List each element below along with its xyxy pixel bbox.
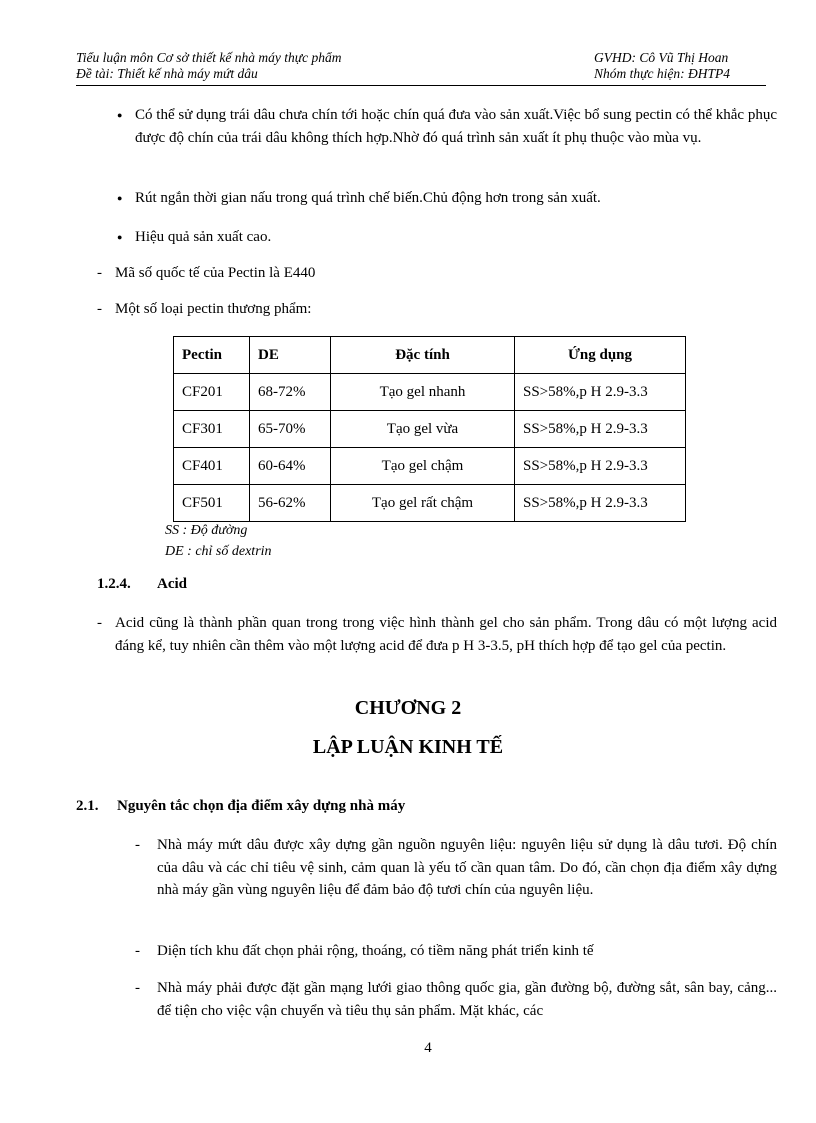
bullet-item-2: Rút ngắn thời gian nấu trong quá trình chế biến.Chủ động hơn trong sản xuất. [135, 190, 601, 206]
table-cell: Tạo gel vừa [331, 411, 515, 448]
dash-marker: - [97, 265, 102, 281]
header-topic: Đề tài: Thiết kế nhà máy mứt dâu [76, 66, 258, 81]
table-cell: SS>58%,p H 2.9-3.3 [515, 374, 686, 411]
table-cell: SS>58%,p H 2.9-3.3 [515, 448, 686, 485]
acid-paragraph: Acid cũng là thành phần quan trong trong việc hình thành gel cho sản phẩm. Trong dâu có một lượng acid đáng kể, tuy nhiên cần thêm vào một lượng acid để đưa p H 3-3.5, pH thích hợp để tạo gel của pectin. [115, 615, 777, 654]
table-row [174, 485, 686, 522]
table-cell: CF201 [174, 374, 250, 411]
table-cell: Tạo gel rất chậm [331, 485, 515, 522]
dash-marker: - [135, 980, 140, 996]
table-cell: SS>58%,p H 2.9-3.3 [515, 485, 686, 522]
bullet-item-3: Hiệu quả sản xuất cao. [135, 229, 272, 245]
table-cell: 60-64% [250, 448, 331, 485]
table-cell: CF401 [174, 448, 250, 485]
table-cell: 56-62% [250, 485, 331, 522]
table-row [174, 411, 686, 448]
dash-item-1: Mã số quốc tế của Pectin là E440 [115, 265, 316, 281]
table-cell: Tạo gel chậm [331, 448, 515, 485]
col-header-de: DE [250, 337, 331, 374]
table-header-row [174, 337, 686, 374]
bullet-dot-icon: ● [117, 110, 123, 120]
col-header-pectin: Pectin [174, 337, 250, 374]
dash-item-2: Một số loại pectin thương phẩm: [115, 301, 312, 317]
location-item-1: Nhà máy mứt dâu được xây dựng gần nguồn nguyên liệu: nguyên liệu sử dụng là dâu tươi. Độ chín của dâu và các chỉ tiêu vệ sinh, cảm quan là yếu tố cần quan tâm. Do đó, cần chọn địa điểm xây dựng nhà máy gần vùng nguyên liệu để đảm bảo độ tươi chín của nguyên liệu. [157, 837, 777, 898]
header-supervisor: GVHD: Cô Vũ Thị Hoan [594, 50, 729, 65]
header-divider [76, 85, 766, 86]
bullet-dot-icon: ● [117, 193, 123, 203]
col-header-property: Đặc tính [331, 337, 515, 374]
table-cell: CF501 [174, 485, 250, 522]
table-cell: 65-70% [250, 411, 331, 448]
bullet-item-1: Có thể sử dụng trái dâu chưa chín tới hoặc chín quá đưa vào sản xuất.Việc bổ sung pectin có thể khắc phục được độ chín của trái dâu không thích hợp.Nhờ đó quá trình sản xuất ít phụ thuộc vào mùa vụ. [135, 107, 777, 146]
location-item-2: Diện tích khu đất chọn phải rộng, thoáng, có tiềm năng phát triển kinh tế [157, 943, 594, 959]
pectin-table [173, 336, 686, 522]
chapter-title: LẬP LUẬN KINH TẾ [312, 736, 504, 758]
dash-marker: - [97, 301, 102, 317]
table-row [174, 374, 686, 411]
header-course: Tiểu luận môn Cơ sở thiết kế nhà máy thực phẩm [76, 50, 342, 65]
table-cell: CF301 [174, 411, 250, 448]
dash-marker: - [135, 943, 140, 959]
col-header-application: Ứng dụng [515, 337, 686, 374]
section-title: Nguyên tắc chọn địa điểm xây dựng nhà máy [117, 798, 406, 814]
page-number: 4 [424, 1040, 432, 1056]
section-title: Acid [157, 576, 187, 592]
chapter-label: CHƯƠNG 2 [354, 697, 462, 719]
header-group: Nhóm thực hiện: ĐHTP4 [594, 66, 730, 81]
table-cell: SS>58%,p H 2.9-3.3 [515, 411, 686, 448]
table-cell: Tạo gel nhanh [331, 374, 515, 411]
section-number: 1.2.4. [97, 576, 131, 592]
table-note-ss: SS : Độ đường [165, 523, 248, 538]
bullet-dot-icon: ● [117, 232, 123, 242]
section-number: 2.1. [76, 798, 99, 814]
table-cell: 68-72% [250, 374, 331, 411]
dash-marker: - [135, 837, 140, 853]
dash-marker: - [97, 615, 102, 631]
table-note-de: DE : chỉ số dextrin [165, 544, 272, 559]
table-row [174, 448, 686, 485]
location-item-3: Nhà máy phải được đặt gần mạng lưới giao thông quốc gia, gần đường bộ, đường sắt, sân bay, cảng... để tiện cho việc vận chuyển và tiêu thụ sản phẩm. Mặt khác, các [157, 980, 777, 1019]
